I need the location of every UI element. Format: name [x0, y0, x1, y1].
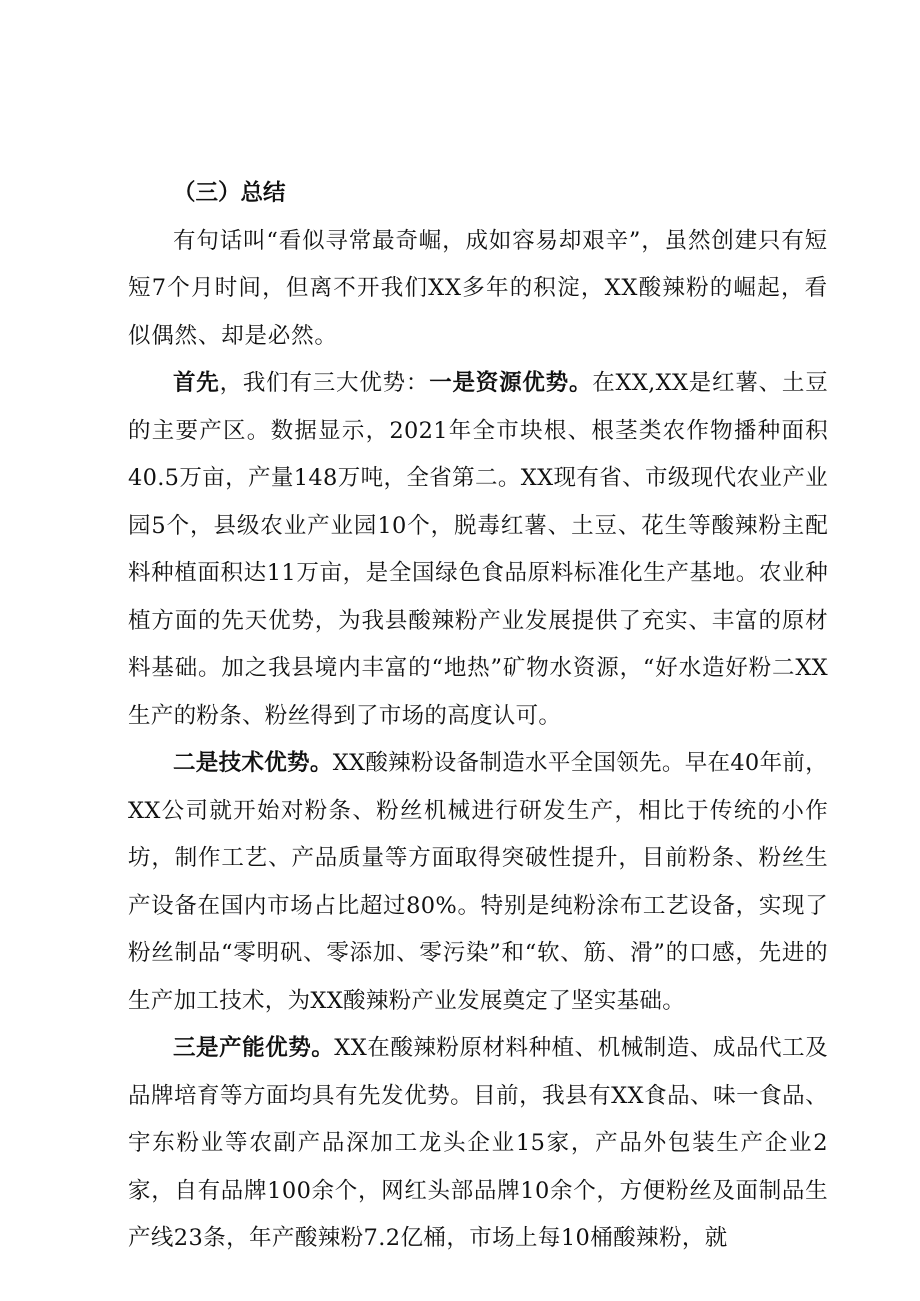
paragraph-capacity-advantage [128, 1025, 828, 1263]
paragraph-resource-advantage [128, 360, 828, 740]
paragraph-text: ，我们有三大优势： [219, 370, 430, 396]
paragraph-text: 在XX,XX是红薯、土豆的主要产区。数据显示，2021年全市块根、根茎类农作物播种面积40.5万亩，产量148万吨，全省第二。XX现有省、市级现代农业产业园5个，县级农业产业园10个，脱毒红薯、土豆、花生等酸辣粉主配料种植面积达11万亩，是全国绿色食品原料标准化生产基地。农业种植方面的先天优势，为我县酸辣粉产业发展提供了充实、丰富的原材料基础。加之我县境内丰富的“地热”矿物水资源，“好水造好粉二XX生产的粉条、粉丝得到了市场的高度认可。 [128, 370, 829, 729]
paragraph-text: XX在酸辣粉原材料种植、机械制造、成品代工及品牌培育等方面均具有先发优势。目前，我县有XX食品、味一食品、宇东粉业等农副产品深加工龙头企业15家，产品外包装生产企业2家，自有品牌100余个，网红头部品牌10余个，方便粉丝及面制品生产线23条，年产酸辣粉7.2亿桶，市场上每10桶酸辣粉，就 [128, 1035, 828, 1251]
section-heading: （三）总结 [173, 180, 286, 206]
paragraph-technology-advantage [128, 740, 828, 1025]
lead-phrase-technology: 二是技术优势。 [173, 750, 333, 776]
document-body [128, 170, 828, 1263]
paragraph-summary-intro [128, 218, 828, 361]
paragraph-text: 有句话叫“看似寻常最奇崛，成如容易却艰辛”，虽然创建只有短短7个月时间，但离不开我们XX多年的积淀，XX酸辣粉的崛起，看似偶然、却是必然。 [128, 227, 828, 349]
lead-phrase-capacity: 三是产能优势。 [173, 1035, 335, 1061]
paragraph-text: XX酸辣粉设备制造水平全国领先。早在40年前，XX公司就开始对粉条、粉丝机械进行研发生产，相比于传统的小作坊，制作工艺、产品质量等方面取得突破性提升，目前粉条、粉丝生产设备在国内市场占比超过80%。特别是纯粉涂布工艺设备，实现了粉丝制品“零明矾、零添加、零污染”和“软、筋、滑”的口感，先进的生产加工技术，为XX酸辣粉产业发展奠定了坚实基础。 [128, 750, 828, 1014]
lead-phrase-first: 首先 [173, 370, 220, 396]
lead-phrase-resource: 一是资源优势。 [429, 370, 593, 396]
